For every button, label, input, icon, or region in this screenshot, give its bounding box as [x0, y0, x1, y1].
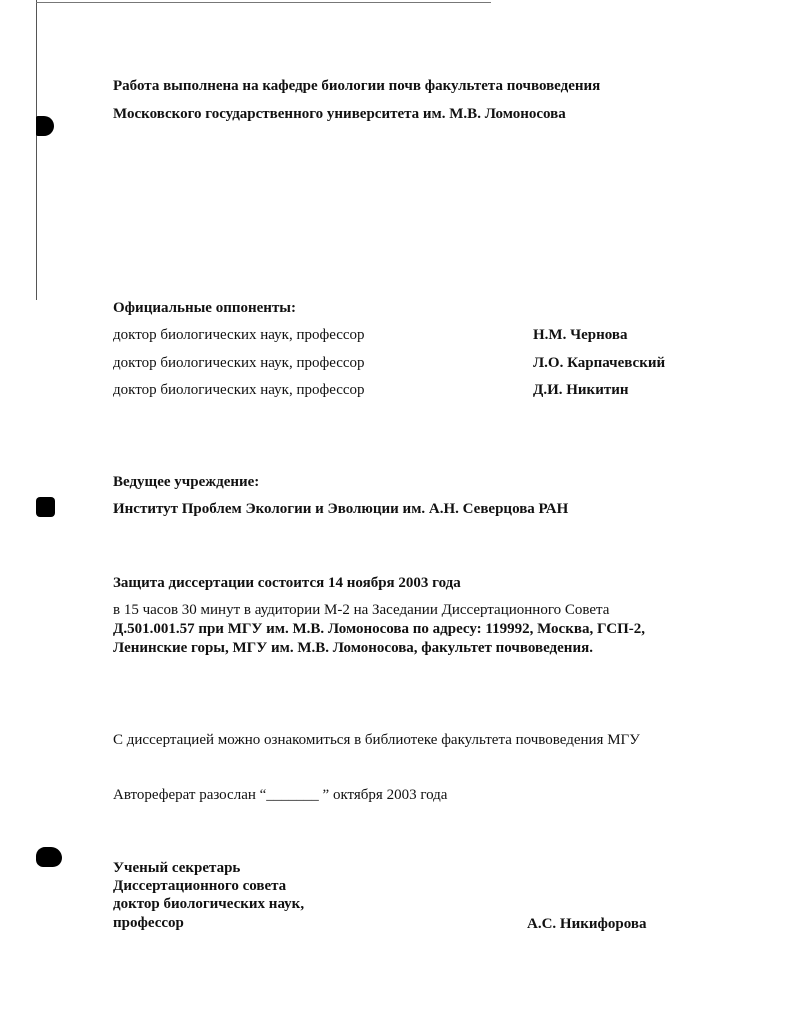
opponent-name: Д.И. Никитин: [533, 382, 629, 398]
opponent-name: Л.О. Карпачевский: [533, 355, 666, 371]
defense-line-3: Ленинские горы, МГУ им. М.В. Ломоносова, факультет почвоведения.: [113, 640, 593, 656]
secretary-line-4: профессор: [113, 915, 184, 931]
opponent-role: доктор биологических наук, профессор: [113, 327, 365, 343]
library-note: С диссертацией можно ознакомиться в библиотеке факультета почвоведения МГУ: [113, 732, 640, 748]
defense-line-1: в 15 часов 30 минут в аудитории М-2 на Заседании Диссертационного Совета: [113, 602, 610, 618]
opponent-name: Н.М. Чернова: [533, 327, 628, 343]
secretary-line-1: Ученый секретарь: [113, 860, 241, 876]
leading-title: Ведущее учреждение:: [113, 474, 260, 490]
punch-hole-mark: [36, 847, 62, 867]
defense-line-2: Д.501.001.57 при МГУ им. М.В. Ломоносова по адресу: 119992, Москва, ГСП-2,: [113, 621, 646, 637]
scan-top-line: [36, 2, 491, 3]
opponents-title: Официальные оппоненты:: [113, 300, 297, 316]
punch-hole-mark: [36, 116, 54, 136]
opponent-role: доктор биологических наук, профессор: [113, 355, 365, 371]
secretary-line-2: Диссертационного совета: [113, 878, 287, 894]
leading-org: Институт Проблем Экологии и Эволюции им. А.Н. Северцова РАН: [113, 501, 569, 517]
secretary-line-3: доктор биологических наук,: [113, 896, 305, 912]
opponent-role: доктор биологических наук, профессор: [113, 382, 365, 398]
header-line-1: Работа выполнена на кафедре биологии почв факультета почвоведения: [113, 78, 601, 94]
punch-hole-mark: [36, 497, 55, 517]
defense-title: Защита диссертации состоится 14 ноября 2003 года: [113, 575, 461, 591]
header-line-2: Московского государственного университета им. М.В. Ломоносова: [113, 106, 566, 122]
sent-note: Автореферат разослан “_______ ” октября 2003 года: [113, 787, 448, 803]
scan-edge-line: [36, 0, 37, 300]
secretary-name: А.С. Никифорова: [527, 916, 647, 932]
